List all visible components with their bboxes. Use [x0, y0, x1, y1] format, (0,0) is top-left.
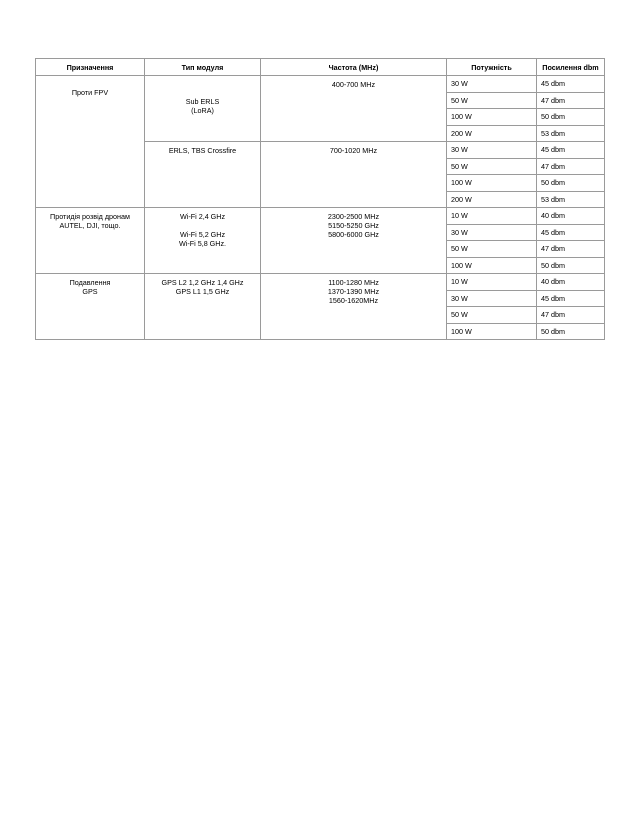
module-type-text: Sub ERLS (LoRA) — [185, 97, 220, 115]
header-purpose: Призначення — [36, 59, 145, 76]
gain-cell: 45 dbm — [537, 142, 605, 159]
gain-cell: 53 dbm — [537, 191, 605, 208]
module-type-cell: ERLS, TBS Crossfire — [145, 142, 261, 208]
module-type-cell: GPS L2 1,2 GHz 1,4 GHz GPS L1 1,5 GHz — [145, 274, 261, 340]
gain-cell: 47 dbm — [537, 241, 605, 258]
frequency-cell: 1100-1280 MHz 1370-1390 MHz 1560-1620MHz — [261, 274, 447, 340]
power-cell: 30 W — [447, 142, 537, 159]
gain-cell: 47 dbm — [537, 92, 605, 109]
power-cell: 10 W — [447, 274, 537, 291]
power-cell: 50 W — [447, 92, 537, 109]
header-module-type: Тип модуля — [145, 59, 261, 76]
gain-cell: 45 dbm — [537, 76, 605, 93]
power-cell: 100 W — [447, 175, 537, 192]
module-type-cell — [145, 76, 261, 142]
gain-cell: 50 dbm — [537, 109, 605, 126]
gain-cell: 53 dbm — [537, 125, 605, 142]
power-cell: 200 W — [447, 191, 537, 208]
power-cell: 30 W — [447, 224, 537, 241]
table-row — [36, 208, 605, 225]
header-power: Потужність — [447, 59, 537, 76]
power-cell: 50 W — [447, 158, 537, 175]
power-cell: 50 W — [447, 241, 537, 258]
table-row — [36, 274, 605, 291]
frequency-cell: 400-700 MHz — [261, 76, 447, 142]
gain-cell: 50 dbm — [537, 175, 605, 192]
table-row — [36, 76, 605, 93]
frequency-cell: 700-1020 MHz — [261, 142, 447, 208]
power-cell: 100 W — [447, 109, 537, 126]
frequency-cell: 2300-2500 MHz 5150-5250 GHz 5800-6000 GHz — [261, 208, 447, 274]
purpose-cell: Проти FPV — [36, 76, 145, 208]
power-cell: 100 W — [447, 323, 537, 340]
gain-cell: 45 dbm — [537, 224, 605, 241]
header-gain: Посилення dbm — [537, 59, 605, 76]
purpose-cell: Протидія розвід дронам AUTEL, DJI, тощо. — [36, 208, 145, 274]
power-cell: 30 W — [447, 76, 537, 93]
gain-cell: 45 dbm — [537, 290, 605, 307]
table-header-row — [36, 59, 605, 76]
power-cell: 10 W — [447, 208, 537, 225]
gain-cell: 40 dbm — [537, 208, 605, 225]
purpose-cell: Подавлення GPS — [36, 274, 145, 340]
gain-cell: 47 dbm — [537, 158, 605, 175]
power-cell: 200 W — [447, 125, 537, 142]
header-frequency: Частота (MHz) — [261, 59, 447, 76]
gain-cell: 40 dbm — [537, 274, 605, 291]
power-cell: 30 W — [447, 290, 537, 307]
gain-cell: 50 dbm — [537, 323, 605, 340]
jammer-spec-table — [35, 58, 605, 340]
power-cell: 100 W — [447, 257, 537, 274]
module-type-cell: Wi-Fi 2,4 GHz Wi-Fi 5,2 GHz Wi-Fi 5,8 GHz. — [145, 208, 261, 274]
power-cell: 50 W — [447, 307, 537, 324]
gain-cell: 47 dbm — [537, 307, 605, 324]
gain-cell: 50 dbm — [537, 257, 605, 274]
